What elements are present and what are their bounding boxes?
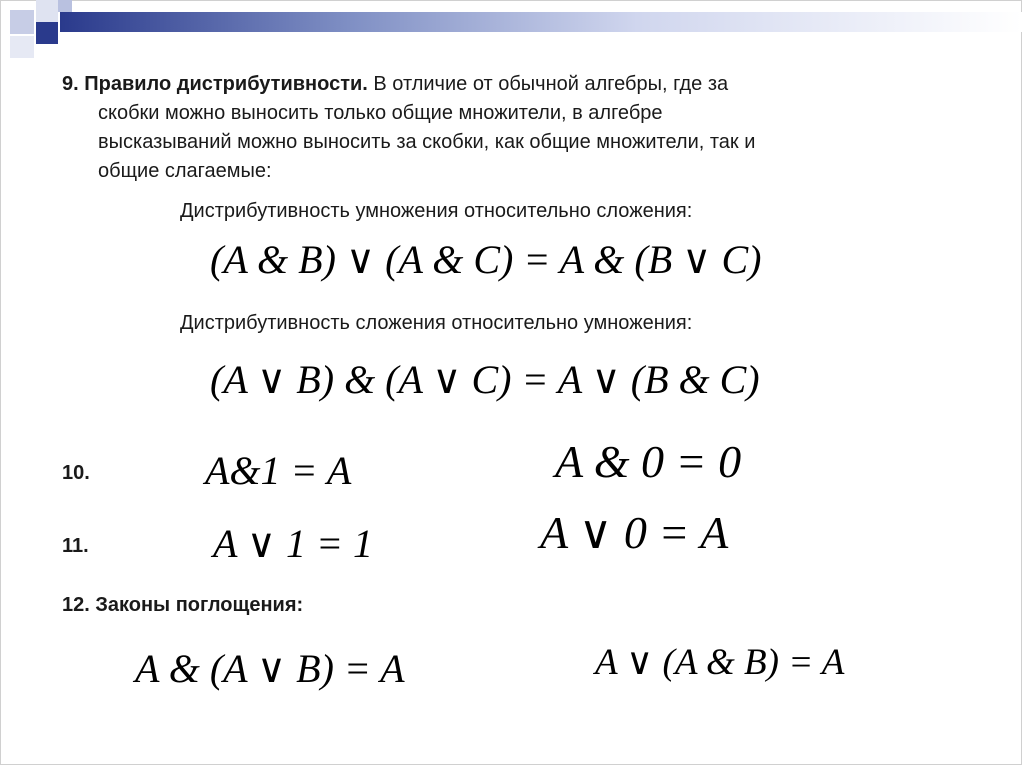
rule-number: 9. xyxy=(62,73,79,95)
decorative-square xyxy=(36,0,58,22)
law-12-formula-right: A ∨ (A & B) = A xyxy=(595,642,845,683)
decorative-square xyxy=(36,22,58,44)
law-12-formula-left: A & (A ∨ B) = A xyxy=(135,646,405,691)
law-10-number: 10. xyxy=(62,462,90,484)
distrib-add-formula: (A ∨ B) & (A ∨ C) = A ∨ (B & C) xyxy=(210,357,760,402)
header-gradient-bar xyxy=(60,12,1022,32)
decorative-square xyxy=(10,10,34,34)
law-10-formula-right: A & 0 = 0 xyxy=(555,436,742,487)
distrib-mult-formula: (A & B) ∨ (A & C) = A & (B ∨ C) xyxy=(210,237,762,282)
paragraph-line-1 xyxy=(62,70,962,99)
paragraph-line-4: общие слагаемые: xyxy=(98,160,272,182)
paragraph-line-3: высказываний можно выносить за скобки, как общие множители, так и xyxy=(98,131,756,153)
law-12-title: 12. Законы поглощения: xyxy=(62,594,304,616)
paragraph-line-2: скобки можно выносить только общие множители, в алгебре xyxy=(98,102,663,124)
decorative-square xyxy=(58,0,72,12)
distrib-add-heading: Дистрибутивность сложения относительно умножения: xyxy=(180,312,693,334)
law-11-formula-left: A ∨ 1 = 1 xyxy=(213,521,373,566)
distrib-mult-heading: Дистрибутивность умножения относительно сложения: xyxy=(180,200,693,222)
law-11-number: 11. xyxy=(62,535,89,557)
law-11-formula-right: A ∨ 0 = A xyxy=(540,507,729,558)
law-10-formula-left: A&1 = A xyxy=(205,448,352,493)
decorative-square xyxy=(10,36,34,58)
paragraph-text: В отличие от обычной алгебры, где за xyxy=(367,73,729,95)
distributivity-paragraph xyxy=(62,70,962,186)
rule-title: Правило дистрибутивности. xyxy=(84,73,368,95)
